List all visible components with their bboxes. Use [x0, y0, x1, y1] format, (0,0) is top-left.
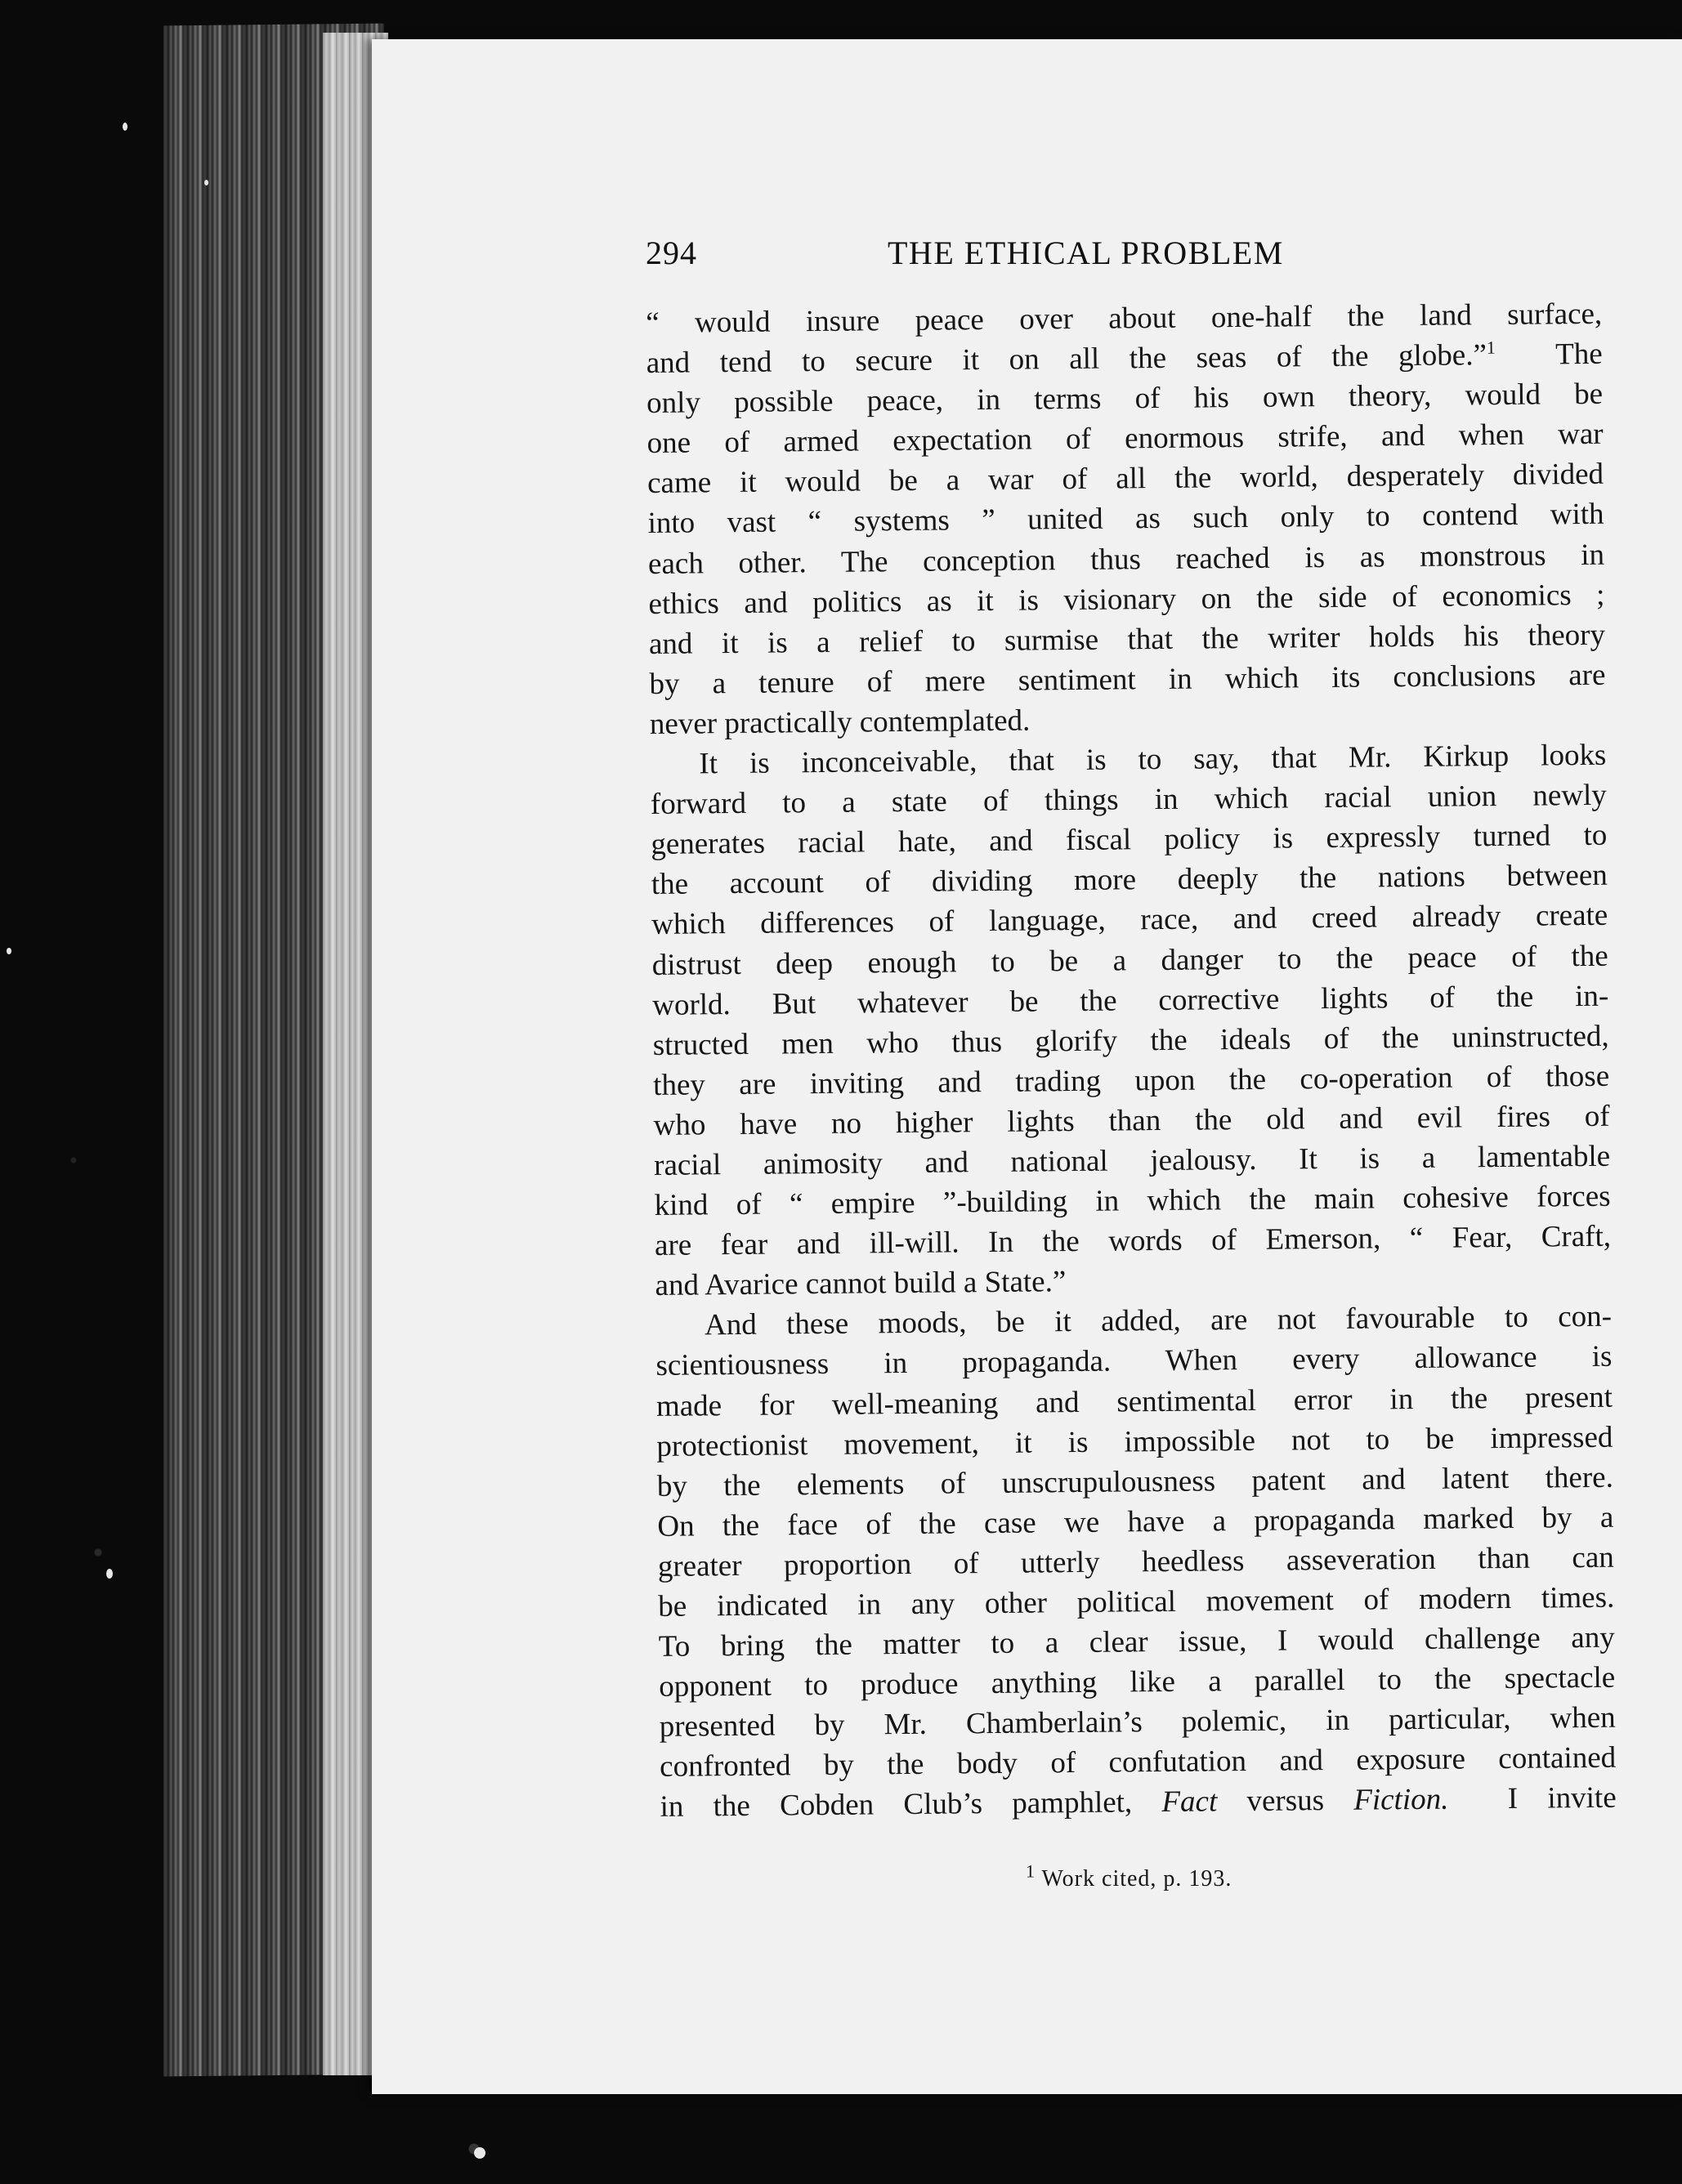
dust-speck	[7, 948, 11, 954]
text-line-tail: I invite	[1507, 1781, 1617, 1816]
dust-speck	[123, 123, 127, 131]
text-line: one of armed expectation of enormous strife, and when war	[646, 418, 1604, 461]
text-line: came it would be a war of all the world, desperately divided	[646, 458, 1604, 501]
text-line: they are inviting and trading upon the co-operation of those	[652, 1059, 1610, 1102]
italic-title: Fiction.	[1353, 1783, 1449, 1818]
text-line: into vast “ systems ” united as such only to contend with	[647, 498, 1604, 541]
page-number: 294	[646, 234, 697, 271]
paragraph-3	[655, 1297, 1617, 1827]
text-line: kind of “ empire ”-building in which the main cohesive forces	[654, 1179, 1611, 1223]
paragraph-1	[646, 294, 1606, 704]
text-line: “ would insure peace over about one-half the land surface,	[646, 297, 1603, 340]
text-line: be indicated in any other political movement of modern times.	[658, 1580, 1615, 1623]
running-head: THE ETHICAL PROBLEM	[888, 234, 1284, 271]
text-line: presented by Mr. Chamberlain’s polemic, in particular, when	[659, 1700, 1616, 1744]
body-text	[646, 294, 1617, 1828]
text-line-tail: The	[1555, 337, 1603, 372]
text-line: are fear and ill-will. In the words of Emerson, “ Fear, Craft,	[654, 1219, 1612, 1263]
text-line: forward to a state of things in which racial union newly	[650, 778, 1608, 822]
text-line: only possible peace, in terms of his own theory, would be	[646, 377, 1604, 421]
text-line: in the Cobden Club’s pamphlet,	[660, 1785, 1133, 1824]
italic-title: Fact	[1161, 1784, 1218, 1820]
text-line: It is inconceivable, that is to say, that Mr. Kirkup looks	[699, 738, 1607, 781]
text-line: by the elements of unscrupulousness patent and latent there.	[656, 1460, 1614, 1503]
text-line: opponent to produce anything like a parallel to the spectacle	[659, 1660, 1616, 1704]
text-line: and Avarice cannot build a State.”	[655, 1265, 1067, 1303]
footnote-marker: 1	[1026, 1860, 1036, 1882]
book-page	[372, 39, 1682, 2094]
text-line: generates racial hate, and fiscal policy is expressly turned to	[651, 818, 1608, 862]
text-line: On the face of the case we have a propaganda marked by a	[657, 1500, 1614, 1543]
text-line: ethics and politics as it is visionary on the side of economics ;	[648, 578, 1605, 621]
text-line: and tend to secure it on all the seas of the globe.”	[646, 338, 1487, 381]
text-line: confronted by the body of confutation and exposure contained	[660, 1741, 1617, 1784]
footnote-ref: 1	[1486, 337, 1496, 358]
text-line: protectionist movement, it is impossible not to be impressed	[656, 1420, 1613, 1463]
text-line: and it is a relief to surmise that the writer holds his theory	[648, 618, 1606, 661]
text-line: by a tenure of mere sentiment in which its conclusions are	[649, 658, 1606, 701]
text-line: greater proportion of utterly heedless asseveration than can	[657, 1540, 1614, 1583]
footnote	[1026, 1860, 1232, 1892]
dust-speck	[474, 2147, 485, 2159]
text-word: versus	[1246, 1784, 1325, 1819]
dust-speck	[106, 1569, 113, 1579]
text-line: racial animosity and national jealousy. It is a lamentable	[653, 1139, 1611, 1182]
page-header	[646, 234, 1284, 283]
text-line: which differences of language, race, and creed already create	[651, 899, 1608, 942]
dust-speck	[204, 180, 208, 185]
text-line: world. But whatever be the corrective lights of the in-	[652, 979, 1609, 1022]
text-line: each other. The conception thus reached is as monstrous in	[647, 538, 1605, 581]
text-line: never practically contemplated.	[649, 703, 1031, 741]
paragraph-2	[650, 735, 1611, 1266]
footnote-text: Work cited, p. 193.	[1041, 1866, 1232, 1891]
text-line: distrust deep enough to be a danger to the peace of the	[651, 939, 1608, 982]
text-line: structed men who thus glorify the ideals of the uninstructed,	[652, 1019, 1609, 1062]
text-line: To bring the matter to a clear issue, I would challenge any	[658, 1620, 1615, 1664]
text-line: And these moods, be it added, are not favourable to con-	[704, 1300, 1613, 1342]
text-line: the account of dividing more deeply the nations between	[651, 859, 1608, 902]
text-line: who have no higher lights than the old and evil fires of	[653, 1099, 1610, 1142]
text-line: scientiousness in propaganda. When every allowance is	[655, 1340, 1613, 1383]
text-line: made for well-meaning and sentimental error in the present	[655, 1380, 1613, 1423]
